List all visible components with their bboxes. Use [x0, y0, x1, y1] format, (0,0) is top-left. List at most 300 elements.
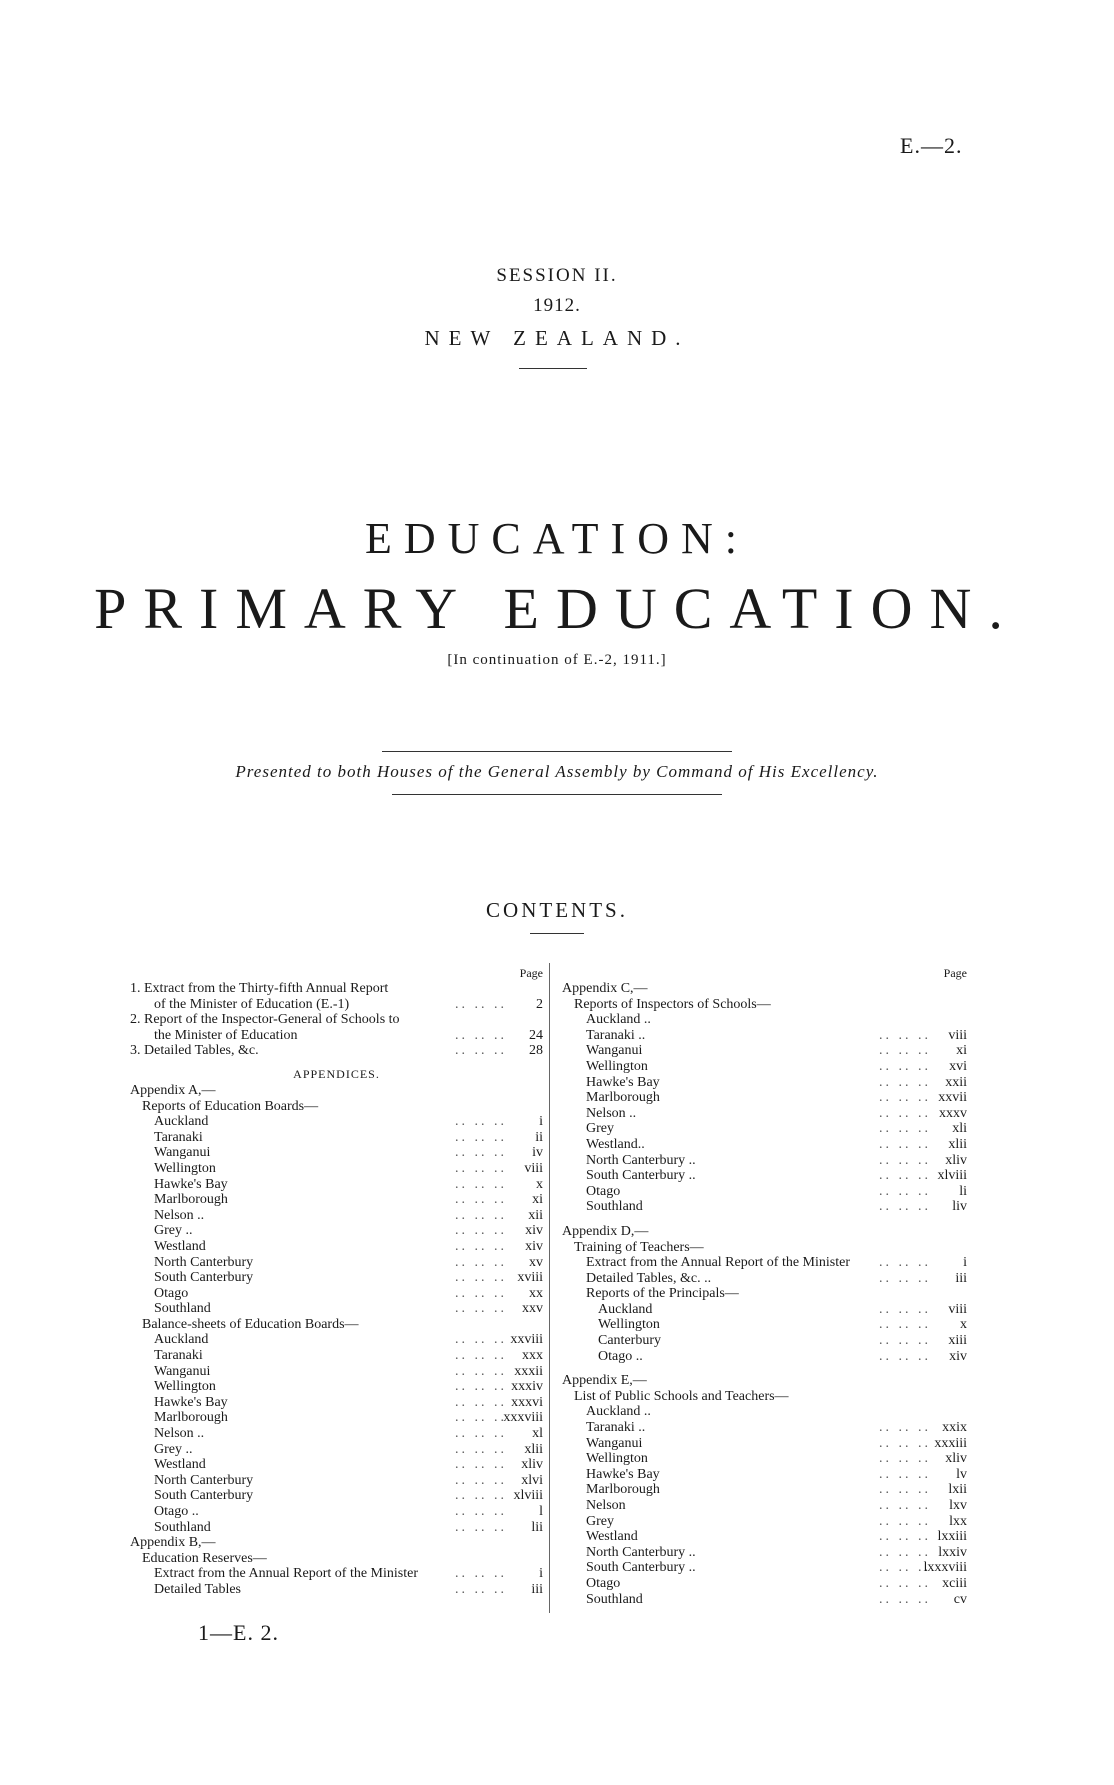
leader-dots: .. .. .. — [879, 1058, 931, 1074]
contents-entry — [130, 997, 543, 1013]
entry-label: Otago .. — [154, 1504, 199, 1519]
entry-page: xviii — [517, 1270, 543, 1286]
entry-label: the Minister of Education — [154, 1027, 298, 1043]
contents-entry — [562, 1498, 967, 1514]
leader-dots: .. .. .. — [455, 996, 507, 1012]
contents-entry — [130, 1270, 543, 1286]
leader-dots: .. .. .. — [879, 1183, 931, 1199]
entry-page: xxii — [945, 1074, 967, 1090]
contents-entry — [562, 1302, 967, 1318]
contents-entry — [562, 1184, 967, 1200]
entry-page: xxxviii — [503, 1410, 543, 1426]
entry-label: Marlborough — [586, 1090, 660, 1106]
contents-entry — [130, 1177, 543, 1193]
entry-page: lxxiv — [938, 1544, 967, 1560]
entry-page: iii — [955, 1270, 967, 1286]
entry-label: Appendix B,— — [130, 1535, 216, 1551]
spacer — [562, 1215, 967, 1224]
entry-label: Marlborough — [586, 1482, 660, 1498]
entry-page: xlii — [948, 1136, 967, 1152]
entry-label: Training of Teachers— — [574, 1239, 704, 1255]
leader-dots: .. .. .. — [455, 1332, 507, 1348]
leader-dots: .. .. .. — [879, 1105, 931, 1121]
entry-page: xx — [529, 1285, 543, 1301]
entry-label: Auckland — [154, 1114, 209, 1130]
contents-entry — [130, 1488, 543, 1504]
contents-entry — [130, 1301, 543, 1317]
entry-page: 2 — [536, 996, 543, 1012]
entry-page: i — [539, 1114, 543, 1130]
contents-entry — [562, 1317, 967, 1333]
leader-dots: .. .. .. — [879, 1435, 931, 1451]
contents-entry — [562, 1576, 967, 1592]
entry-label: Marlborough — [154, 1192, 228, 1208]
entry-label: Hawke's Bay — [586, 1074, 660, 1090]
column-divider — [549, 963, 550, 1613]
contents-entry — [562, 1121, 967, 1137]
leader-dots: .. .. .. — [455, 1270, 507, 1286]
leader-dots: .. .. .. — [455, 1192, 507, 1208]
leader-dots: .. .. .. — [455, 1301, 507, 1317]
leader-dots: .. .. .. — [879, 1043, 931, 1059]
entry-label: Grey — [586, 1121, 614, 1137]
entry-label: Westland.. — [586, 1136, 645, 1152]
contents-entry — [130, 1332, 543, 1348]
contents-entry — [562, 1271, 967, 1287]
entry-label: 2. Report of the Inspector-General of Schools to — [130, 1012, 400, 1028]
leader-dots: .. .. .. — [455, 1410, 507, 1426]
entry-label: Reports of Education Boards— — [142, 1098, 319, 1114]
entry-page: xxix — [942, 1420, 967, 1436]
leader-dots: .. .. .. — [879, 1348, 931, 1364]
contents-entry — [562, 1420, 967, 1436]
entry-label: Grey .. — [154, 1441, 193, 1457]
entry-page: xliv — [945, 1152, 967, 1168]
entry-label: Otago — [154, 1285, 189, 1301]
contents-entry — [130, 1130, 543, 1146]
country-label: NEW ZEALAND. — [424, 326, 690, 350]
entry-page: xl — [532, 1426, 543, 1442]
leader-dots: .. .. .. — [455, 1519, 507, 1535]
leader-dots: .. .. .. — [455, 1394, 507, 1410]
entry-label: Southland — [586, 1199, 643, 1215]
entry-label: Wanganui — [154, 1145, 211, 1161]
contents-entry — [130, 981, 543, 997]
contents-left-column — [130, 965, 543, 1598]
entry-label: North Canterbury — [154, 1472, 254, 1488]
contents-entry — [130, 1286, 543, 1302]
entry-page: xii — [528, 1207, 543, 1223]
entry-label: South Canterbury .. — [586, 1168, 696, 1184]
leader-dots: .. .. .. — [879, 1317, 931, 1333]
leader-dots: .. .. .. — [879, 1152, 931, 1168]
entry-page: xiii — [948, 1333, 967, 1349]
leader-dots: .. .. .. — [879, 1513, 931, 1529]
entry-page: lxx — [949, 1513, 967, 1529]
entry-label: List of Public Schools and Teachers— — [574, 1388, 789, 1404]
entry-page: xiv — [949, 1348, 967, 1364]
entry-page: i — [963, 1255, 967, 1271]
entry-label: Wellington — [154, 1160, 216, 1176]
leader-dots: .. .. .. — [455, 1504, 507, 1519]
entry-label: Nelson .. — [154, 1207, 205, 1223]
page-reference: E.—2. — [900, 133, 963, 158]
contents-entry — [130, 1114, 543, 1130]
entry-label: Westland — [154, 1457, 206, 1473]
entry-page: lxxiii — [937, 1529, 967, 1545]
contents-entry — [130, 1028, 543, 1044]
leader-dots: .. .. .. — [455, 1488, 507, 1504]
contents-entry — [562, 1514, 967, 1530]
divider — [530, 933, 584, 934]
contents-entry — [130, 1348, 543, 1364]
entry-label: Extract from the Annual Report of the Minister — [586, 1255, 850, 1271]
year-label: 1912. — [533, 295, 581, 316]
leader-dots: .. .. .. — [455, 1129, 507, 1145]
leader-dots: .. .. .. — [455, 1363, 507, 1379]
entry-page: cv — [953, 1591, 967, 1607]
leader-dots: .. .. .. — [455, 1223, 507, 1239]
contents-entry — [562, 1467, 967, 1483]
entry-label: Marlborough — [154, 1410, 228, 1426]
contents-main-list — [130, 981, 543, 1059]
entry-page: xiv — [525, 1238, 543, 1254]
entry-page: lxv — [949, 1498, 967, 1513]
leader-dots: .. .. .. — [455, 1348, 507, 1364]
contents-entry — [562, 1153, 967, 1169]
leader-dots: .. .. .. — [879, 1270, 931, 1286]
contents-entry — [562, 1075, 967, 1091]
contents-right-column — [562, 965, 967, 1607]
contents-entry — [562, 1482, 967, 1498]
contents-entry — [130, 1504, 543, 1520]
contents-entry — [562, 1529, 967, 1545]
entry-label: Wanganui — [586, 1435, 643, 1451]
leader-dots: .. .. .. — [455, 1114, 507, 1130]
contents-entry — [562, 1059, 967, 1075]
contents-entry — [130, 1442, 543, 1458]
contents-entry — [562, 1240, 967, 1256]
entry-label: Otago — [586, 1575, 621, 1591]
leader-dots: .. .. .. — [455, 1581, 507, 1597]
continuation-note: [In continuation of E.-2, 1911.] — [447, 652, 667, 668]
contents-entry — [562, 1560, 967, 1576]
leader-dots: .. .. .. — [879, 1168, 931, 1184]
entry-page: xliv — [945, 1451, 967, 1467]
entry-page: xlviii — [937, 1168, 967, 1184]
entry-label: Hawke's Bay — [154, 1176, 228, 1192]
entry-label: Appendix A,— — [130, 1082, 216, 1098]
leader-dots: .. .. .. — [879, 1575, 931, 1591]
entry-page: xxxiii — [934, 1435, 967, 1451]
contents-entry — [562, 1090, 967, 1106]
contents-entry — [130, 1161, 543, 1177]
entry-label: South Canterbury — [154, 1488, 254, 1504]
document-subtitle: PRIMARY EDUCATION. — [94, 576, 1020, 641]
contents-entry — [130, 1535, 543, 1551]
leader-dots: .. .. .. — [455, 1441, 507, 1457]
leader-dots: .. .. .. — [879, 1420, 931, 1436]
entry-page: xvi — [949, 1058, 967, 1074]
entry-label: Wellington — [586, 1058, 648, 1074]
entry-label: 3. Detailed Tables, &c. — [130, 1043, 259, 1059]
entry-label: Wellington — [586, 1451, 648, 1467]
entry-page: xxviii — [510, 1332, 543, 1348]
leader-dots: .. .. .. — [879, 1544, 931, 1560]
footer-code: 1—E. 2. — [198, 1620, 279, 1645]
entry-label: Grey — [586, 1513, 614, 1529]
entry-label: Westland — [154, 1238, 206, 1254]
contents-entry — [130, 1379, 543, 1395]
entry-page: lii — [531, 1519, 543, 1535]
contents-entry — [130, 1043, 543, 1059]
entry-page: xiv — [525, 1223, 543, 1239]
entry-page: xi — [532, 1192, 543, 1208]
leader-dots: .. .. .. — [879, 1529, 931, 1545]
presented-statement: Presented to both Houses of the General Assembly by Command of His Excellency. — [235, 762, 879, 781]
leader-dots: .. .. .. — [879, 1121, 931, 1137]
entry-label: South Canterbury — [154, 1270, 254, 1286]
entry-page: xi — [956, 1043, 967, 1059]
entry-label: Appendix C,— — [562, 981, 648, 996]
entry-label: Auckland — [598, 1301, 653, 1317]
entry-page: xciii — [942, 1575, 967, 1591]
entry-page: xliv — [521, 1457, 543, 1473]
contents-entry — [562, 1224, 967, 1240]
entry-label: North Canterbury — [154, 1254, 254, 1270]
entry-label: Auckland — [154, 1332, 209, 1348]
session-label: SESSION II. — [496, 265, 618, 286]
entry-label: Nelson .. — [154, 1426, 205, 1442]
entry-label: Wellington — [154, 1379, 216, 1395]
contents-entry — [562, 1255, 967, 1271]
contents-entry — [130, 1582, 543, 1598]
entry-page: liv — [952, 1199, 967, 1215]
entry-label: North Canterbury .. — [586, 1152, 696, 1168]
contents-entry — [562, 1137, 967, 1153]
contents-entry — [562, 1592, 967, 1608]
contents-entry — [562, 1373, 967, 1389]
leader-dots: .. .. .. — [879, 1591, 931, 1607]
entry-page: xv — [529, 1254, 543, 1270]
entry-label: Nelson — [586, 1498, 626, 1513]
contents-entry — [130, 1520, 543, 1536]
leader-dots: .. .. .. — [455, 1285, 507, 1301]
leader-dots: .. .. .. — [879, 1090, 931, 1106]
entry-label: Southland — [154, 1301, 211, 1317]
contents-entry — [130, 1083, 543, 1099]
entry-label: Taranaki .. — [586, 1027, 646, 1043]
contents-entry — [130, 1410, 543, 1426]
entry-page: xxxiv — [511, 1379, 543, 1395]
entry-label: Wellington — [598, 1317, 660, 1333]
entry-label: of the Minister of Education (E.-1) — [154, 996, 350, 1012]
contents-entry — [130, 1239, 543, 1255]
entry-label: Nelson .. — [586, 1105, 637, 1121]
entry-label: Appendix E,— — [562, 1373, 647, 1389]
contents-entry — [130, 1457, 543, 1473]
leader-dots: .. .. .. — [879, 1027, 931, 1043]
entry-page: xlviii — [513, 1488, 543, 1504]
contents-entry — [562, 981, 967, 997]
leader-dots: .. .. .. — [879, 1451, 931, 1467]
entry-page: xxxvi — [511, 1394, 543, 1410]
entry-page: iii — [531, 1581, 543, 1597]
contents-entry — [130, 1566, 543, 1582]
entry-page: l — [539, 1504, 543, 1519]
entry-page: i — [539, 1566, 543, 1582]
entry-page: xli — [952, 1121, 967, 1137]
entry-page: 24 — [529, 1027, 543, 1043]
contents-appendices-list-continued — [562, 981, 967, 1607]
entry-label: Southland — [154, 1519, 211, 1535]
entry-label: Reports of Inspectors of Schools— — [574, 996, 771, 1012]
leader-dots: .. .. .. — [879, 1560, 931, 1576]
divider — [519, 368, 587, 369]
contents-entry — [562, 997, 967, 1013]
entry-label: Detailed Tables, &c. .. — [586, 1270, 712, 1286]
entry-label: Education Reserves— — [142, 1550, 267, 1566]
appendices-heading: APPENDICES. — [293, 1066, 380, 1081]
contents-entry — [130, 1551, 543, 1567]
contents-entry — [562, 1168, 967, 1184]
leader-dots: .. .. .. — [879, 1074, 931, 1090]
entry-page: iv — [532, 1145, 543, 1161]
leader-dots: .. .. .. — [455, 1457, 507, 1473]
leader-dots: .. .. .. — [455, 1176, 507, 1192]
leader-dots: .. .. .. — [879, 1466, 931, 1482]
spacer — [562, 1364, 967, 1373]
leader-dots: .. .. .. — [455, 1027, 507, 1043]
entry-label: South Canterbury .. — [586, 1560, 696, 1576]
leader-dots: .. .. .. — [455, 1426, 507, 1442]
entry-label: Westland — [586, 1529, 638, 1545]
leader-dots: .. .. .. — [455, 1160, 507, 1176]
entry-label: Appendix D,— — [562, 1223, 649, 1239]
leader-dots: .. .. .. — [455, 1566, 507, 1582]
entry-label: Reports of the Principals— — [586, 1286, 739, 1302]
entry-page: xxxii — [514, 1363, 543, 1379]
contents-entry — [130, 1192, 543, 1208]
entry-label: Wanganui — [154, 1363, 211, 1379]
entry-label: Balance-sheets of Education Boards— — [142, 1316, 359, 1332]
entry-page: xlii — [524, 1441, 543, 1457]
leader-dots: .. .. .. — [879, 1255, 931, 1271]
contents-entry — [562, 1043, 967, 1059]
entry-label: Detailed Tables — [154, 1581, 242, 1597]
entry-label: Taranaki — [154, 1348, 203, 1364]
document-title: EDUCATION: — [365, 514, 749, 563]
entry-label: Canterbury — [598, 1333, 661, 1349]
contents-appendices-list — [130, 1083, 543, 1598]
entry-label: Hawke's Bay — [154, 1394, 228, 1410]
entry-label: Otago — [586, 1183, 621, 1199]
entry-page: lxxxviii — [923, 1560, 967, 1576]
contents-entry — [130, 1364, 543, 1380]
contents-entry — [562, 1545, 967, 1561]
leader-dots: .. .. .. — [455, 1145, 507, 1161]
contents-entry — [562, 1451, 967, 1467]
entry-label: Taranaki .. — [586, 1420, 646, 1436]
contents-entry — [562, 1389, 967, 1405]
contents-entry — [562, 1286, 967, 1302]
entry-page: 28 — [529, 1043, 543, 1059]
entry-page: li — [959, 1183, 967, 1199]
contents-entry — [130, 1317, 543, 1333]
leader-dots: .. .. .. — [455, 1207, 507, 1223]
contents-entry — [130, 1473, 543, 1489]
leader-dots: .. .. .. — [879, 1482, 931, 1498]
entry-page: xxvii — [938, 1090, 967, 1106]
leader-dots: .. .. .. — [879, 1301, 931, 1317]
contents-entry — [130, 1012, 543, 1028]
contents-entry — [130, 1099, 543, 1115]
entry-label: 1. Extract from the Thirty-fifth Annual Report — [130, 981, 389, 996]
contents-entry — [130, 1395, 543, 1411]
entry-label: Hawke's Bay — [586, 1466, 660, 1482]
divider — [382, 751, 732, 752]
contents-heading: CONTENTS. — [486, 898, 628, 922]
contents-entry — [130, 1145, 543, 1161]
entry-page: xxv — [522, 1301, 543, 1317]
entry-label: Southland — [586, 1591, 643, 1607]
contents-entry — [130, 1223, 543, 1239]
contents-entry — [562, 1349, 967, 1365]
leader-dots: .. .. .. — [455, 1043, 507, 1059]
entry-label: Auckland .. — [586, 1404, 651, 1420]
leader-dots: .. .. .. — [879, 1136, 931, 1152]
contents-entry — [130, 1208, 543, 1224]
contents-entry — [562, 1333, 967, 1349]
contents-entry — [562, 1404, 967, 1420]
leader-dots: .. .. .. — [455, 1379, 507, 1395]
contents-entry — [562, 1106, 967, 1122]
contents-entry — [562, 1012, 967, 1028]
entry-page: xxx — [522, 1348, 543, 1364]
leader-dots: .. .. .. — [455, 1238, 507, 1254]
leader-dots: .. .. .. — [455, 1254, 507, 1270]
entry-label: Wanganui — [586, 1043, 643, 1059]
contents-entry — [562, 1436, 967, 1452]
contents-entry — [562, 1028, 967, 1044]
entry-page: xxxv — [939, 1105, 967, 1121]
entry-label: Taranaki — [154, 1129, 203, 1145]
page-column-label: Page — [943, 966, 967, 980]
entry-page: viii — [948, 1301, 967, 1317]
leader-dots: .. .. .. — [455, 1472, 507, 1488]
contents-entry — [130, 1426, 543, 1442]
entry-label: Extract from the Annual Report of the Minister — [154, 1566, 418, 1582]
contents-entry — [562, 1199, 967, 1215]
entry-page: viii — [524, 1160, 543, 1176]
entry-page: x — [536, 1176, 543, 1192]
leader-dots: .. .. .. — [879, 1199, 931, 1215]
entry-label: Otago .. — [598, 1348, 643, 1364]
page-column-label: Page — [519, 966, 543, 980]
divider — [392, 794, 722, 795]
entry-label: Grey .. — [154, 1223, 193, 1239]
entry-page: ii — [535, 1129, 543, 1145]
leader-dots: .. .. .. — [879, 1333, 931, 1349]
leader-dots: .. .. .. — [879, 1498, 931, 1513]
entry-label: North Canterbury .. — [586, 1544, 696, 1560]
entry-label: Auckland .. — [586, 1012, 651, 1028]
entry-page: viii — [948, 1027, 967, 1043]
entry-page: xlvi — [521, 1472, 543, 1488]
entry-page: lxii — [948, 1482, 967, 1498]
entry-page: x — [960, 1317, 967, 1333]
entry-page: lv — [956, 1466, 967, 1482]
